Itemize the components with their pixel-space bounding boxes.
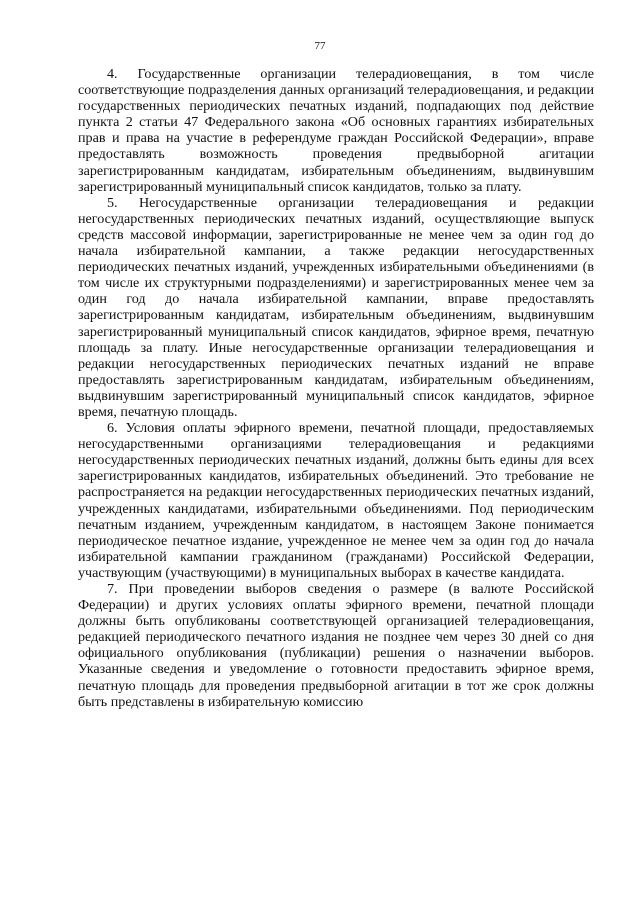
paragraph-5: 5. Негосударственные организации телерадиовещания и редакции негосударственных периодических печатных изданий, осуществляющие выпуск средств массовой информации, зарегистрированные не менее чем за один год до начала избирательной кампании, а также редакции негосударственных периодических печатных изданий, учрежденных избирательными объединениями (в том числе их структурными подразделениями) и зарегистрированных менее чем за один год до начала избирательной кампании, вправе предоставлять зарегистрированным кандидатам, избирательным объединениям, выдвинувшим зарегистрированный муниципальный список кандидатов, эфирное время, печатную площадь за плату. Иные негосударственные организации телерадиовещания и редакции негосударственных периодических печатных изданий не вправе предоставлять зарегистрированным кандидатам, избирательным объединениям, выдвинувшим зарегистрированный муниципальный список кандидатов, эфирное время, печатную площадь. [78,194,594,420]
paragraph-7: 7. При проведении выборов сведения о размере (в валюте Российской Федерации) и других условиях оплаты эфирного времени, печатной площади должны быть опубликованы соответствующей организацией телерадиовещания, редакцией периодического печатного издания не позднее чем через 30 дней со дня официального опубликования (публикации) решения о назначении выборов. Указанные сведения и уведомление о готовности предоставить эфирное время, печатную площадь для проведения предвыборной агитации в тот же срок должны быть представлены в избирательную комиссию [78,581,594,710]
paragraph-6: 6. Условия оплаты эфирного времени, печатной площади, предоставляемых негосударственными организациями телерадиовещания и редакциями негосударственных периодических печатных изданий, должны быть едины для всех зарегистрированных кандидатов, избирательных объединений. Это требование не распространяется на редакции негосударственных периодических печатных изданий, учрежденных кандидатами, избирательными объединениями. Под периодическим печатным изданием, учрежденным кандидатом, в настоящем Законе понимается периодическое печатное издание, учрежденное не менее чем за один год до начала избирательной кампании гражданином (гражданами) Российской Федерации, участвующим (участвующими) в муниципальных выборах в качестве кандидата. [78,420,594,581]
paragraph-4: 4. Государственные организации телерадиовещания, в том числе соответствующие подразделения данных организаций телерадиовещания, и редакции государственных периодических печатных изданий, подпадающих под действие пункта 2 статьи 47 Федерального закона «Об основных гарантиях избирательных прав и права на участие в референдуме граждан Российской Федерации», вправе предоставлять возможность проведения предвыборной агитации зарегистрированным кандидатам, избирательным объединениям, выдвинувшим зарегистрированный муниципальный список кандидатов, только за плату. [78,66,594,195]
document-body [78,66,594,710]
page-number: 77 [314,40,326,52]
